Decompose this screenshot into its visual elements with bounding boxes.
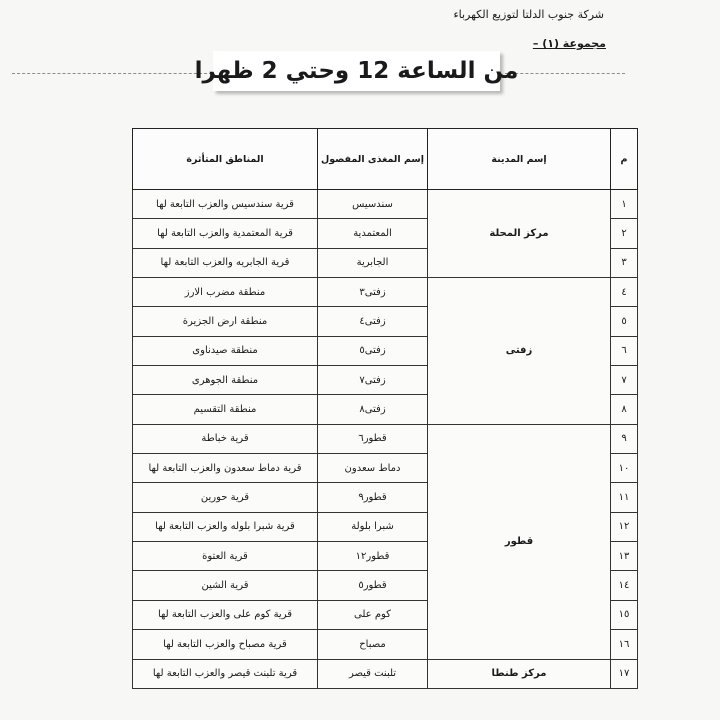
outage-table <box>132 128 638 689</box>
feeder-cell: المعتمدية <box>318 219 428 248</box>
divider-right <box>505 73 625 74</box>
row-num: ٩ <box>611 424 638 453</box>
row-num: ١٥ <box>611 600 638 629</box>
city-cell: مركز طنطا <box>428 659 611 688</box>
feeder-cell: قطور٩ <box>318 483 428 512</box>
area-cell: منطقة التقسيم <box>133 395 318 424</box>
row-num: ١٢ <box>611 512 638 541</box>
feeder-cell: زفتى٨ <box>318 395 428 424</box>
company-name: شركة جنوب الدلتا لتوزيع الكهرباء <box>453 8 604 21</box>
area-cell: منطقة ارض الجزيرة <box>133 307 318 336</box>
area-cell: قرية الجابريه والعزب التابعة لها <box>133 248 318 277</box>
feeder-cell: الجابرية <box>318 248 428 277</box>
table-row <box>133 659 638 688</box>
feeder-cell: مصباح <box>318 630 428 659</box>
time-banner <box>194 51 519 91</box>
city-cell: زفتى <box>428 278 611 425</box>
area-cell: قرية شبرا بلوله والعزب التابعة لها <box>133 512 318 541</box>
table-row <box>133 190 638 219</box>
row-num: ٣ <box>611 248 638 277</box>
feeder-cell: زفتى٥ <box>318 336 428 365</box>
row-num: ٥ <box>611 307 638 336</box>
row-num: ١٠ <box>611 454 638 483</box>
row-num: ١١ <box>611 483 638 512</box>
area-cell: قرية مصباح والعزب التابعة لها <box>133 630 318 659</box>
area-cell: قرية العتوة <box>133 542 318 571</box>
area-cell: قرية حورين <box>133 483 318 512</box>
table-row <box>133 424 638 453</box>
area-cell: منطقة مضرب الارز <box>133 278 318 307</box>
group-label: مجموعة (١) – <box>532 37 606 50</box>
page-title: من الساعة 12 وحتي 2 ظهرا <box>194 58 519 84</box>
row-num: ٦ <box>611 336 638 365</box>
area-cell: منطقة صيدناوى <box>133 336 318 365</box>
row-num: ١ <box>611 190 638 219</box>
city-cell: مركز المحلة <box>428 190 611 278</box>
feeder-cell: دماط سعدون <box>318 454 428 483</box>
row-num: ٧ <box>611 366 638 395</box>
table-row <box>133 278 638 307</box>
header-num: م <box>611 129 638 190</box>
feeder-cell: تلبنت قيصر <box>318 659 428 688</box>
feeder-cell: زفتى٤ <box>318 307 428 336</box>
area-cell: قرية المعتمدية والعزب التابعة لها <box>133 219 318 248</box>
row-num: ٨ <box>611 395 638 424</box>
area-cell: قرية دماط سعدون والعزب التابعة لها <box>133 454 318 483</box>
row-num: ١٣ <box>611 542 638 571</box>
feeder-cell: قطور٥ <box>318 571 428 600</box>
row-num: ١٤ <box>611 571 638 600</box>
header-city: إسم المدينة <box>428 129 611 190</box>
area-cell: قرية الشين <box>133 571 318 600</box>
area-cell: قرية خباطة <box>133 424 318 453</box>
area-cell: قرية كوم على والعزب التابعة لها <box>133 600 318 629</box>
header-areas: المناطق المتأثرة <box>133 129 318 190</box>
city-cell: قطور <box>428 424 611 659</box>
divider-left <box>12 73 212 74</box>
feeder-cell: قطور٦ <box>318 424 428 453</box>
row-num: ٢ <box>611 219 638 248</box>
feeder-cell: قطور١٢ <box>318 542 428 571</box>
row-num: ٤ <box>611 278 638 307</box>
row-num: ١٧ <box>611 659 638 688</box>
area-cell: قرية تلبنت قيصر والعزب التابعة لها <box>133 659 318 688</box>
row-num: ١٦ <box>611 630 638 659</box>
table-header-row <box>133 129 638 190</box>
feeder-cell: كوم على <box>318 600 428 629</box>
feeder-cell: شبرا بلولة <box>318 512 428 541</box>
area-cell: قرية سندسيس والعزب التابعة لها <box>133 190 318 219</box>
feeder-cell: سندسيس <box>318 190 428 219</box>
header-feeder: إسم المغذى المفصول <box>318 129 428 190</box>
feeder-cell: زفتى٧ <box>318 366 428 395</box>
area-cell: منطقة الجوهرى <box>133 366 318 395</box>
feeder-cell: زفتى٣ <box>318 278 428 307</box>
